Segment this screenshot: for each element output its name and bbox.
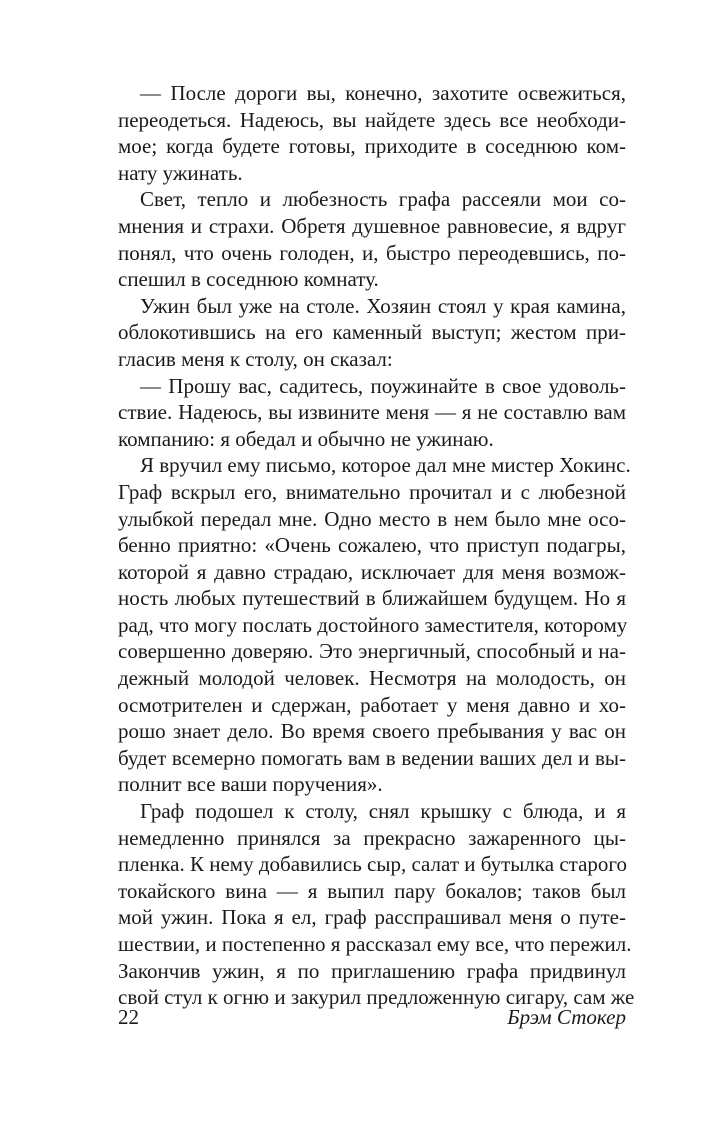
text-line: переодеться. Надеюсь, вы найдете здесь все необходи- [118,107,626,132]
running-author: Брэм Стокер [507,1005,626,1029]
paragraph [118,373,626,453]
text-line: улыбкой передал мне. Одно место в нем было мне осо- [118,506,626,531]
text-line: свой стул к огню и закурил предложенную сигару, сам же [118,985,635,1010]
text-line: мнения и страхи. Обретя душевное равновесие, я вдруг [118,213,626,238]
text-line: пленка. К нему добавились сыр, салат и бутылка старого [118,852,628,877]
text-line: — Прошу вас, садитесь, поужинайте в свое удоволь- [140,373,626,398]
text-line: дежный молодой человек. Несмотря на молодость, он [118,666,626,691]
text-line: Закончив ужин, я по приглашению графа придвинул [118,958,626,983]
text-line: совершенно доверяю. Это энергичный, способный и на- [118,639,626,664]
text-line: немедленно принялся за прекрасно зажаренного цы- [118,825,626,850]
text-line: понял, что очень голоден, и, быстро переодевшись, по- [118,240,626,265]
text-line: ность любых путешествий в ближайшем будущем. Но я [118,586,626,611]
text-line: шествии, и постепенно я рассказал ему все, что пережил. [118,932,632,956]
text-line: токайского вина — я выпил пару бокалов; таков был [118,878,626,903]
text-line: которой я давно страдаю, исключает для меня возмож- [118,559,626,584]
text-line: рад, что могу послать достойного заместителя, которому [118,612,628,637]
paragraph [118,452,631,798]
text-line: рошо знает дело. Во время своего пребывания у вас он [118,719,626,744]
text-line: нату ужинать. [118,160,243,185]
text-line: компанию: я обедал и обычно не ужинаю. [118,426,494,451]
page-body-text [118,80,635,1011]
text-line: ствие. Надеюсь, вы извините меня — я не составлю вам [118,400,626,425]
text-line: мое; когда будете готовы, приходите в соседнюю ком- [118,134,626,159]
text-line: — После дороги вы, конечно, захотите освежиться, [140,81,626,105]
paragraph [118,80,626,186]
page-number: 22 [118,1005,139,1029]
text-line: осмотрителен и сдержан, работает у меня давно и хо- [118,692,626,717]
text-line: облокотившись на его каменный выступ; жестом при- [118,320,626,345]
text-line: бенно приятно: «Очень сожалею, что приступ подагры, [118,533,626,558]
text-line: Ужин был уже на столе. Хозяин стоял у края камина, [140,293,626,318]
paragraph [118,293,626,373]
text-line: Граф вскрыл его, внимательно прочитал и с любезной [118,479,626,504]
text-line: мой ужин. Пока я ел, граф расспрашивал меня о путе- [118,905,626,930]
text-line: Граф подошел к столу, снял крышку с блюда, и я [140,799,626,824]
paragraph [118,186,626,292]
text-line: Свет, тепло и любезность графа рассеяли мои со- [140,187,626,212]
paragraph [118,798,635,1011]
text-line: гласив меня к столу, он сказал: [118,346,393,371]
text-line: Я вручил ему письмо, которое дал мне мистер Хокинс. [140,453,631,478]
text-line: полнит все ваши поручения». [118,772,383,797]
text-line: будет всемерно помогать вам в ведении ваших дел и вы- [118,745,626,770]
text-line: спешил в соседнюю комнату. [118,267,379,292]
